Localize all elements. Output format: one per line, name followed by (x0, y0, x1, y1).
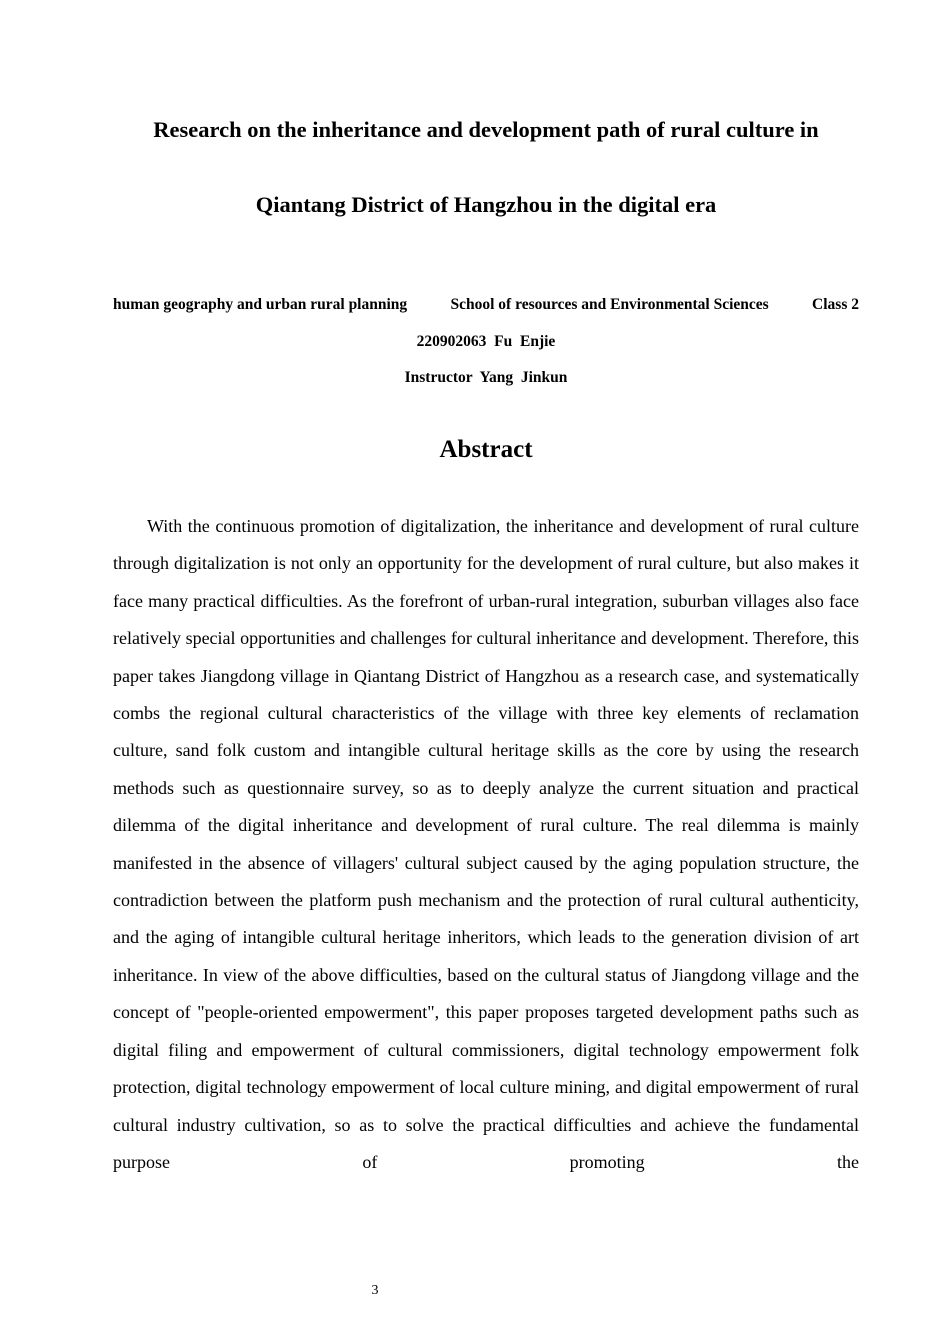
abstract-body: With the continuous promotion of digitalization, the inheritance and development of rural culture through digitalization is not only an opportunity for the development of rural culture, but also makes it face many practical difficulties. As the forefront of urban-rural integration, suburban villages also face relatively special opportunities and challenges for cultural inheritance and development. Therefore, this paper takes Jiangdong village in Qiantang District of Hangzhou as a research case, and systematically combs the regional cultural characteristics of the village with three key elements of reclamation culture, sand folk custom and intangible cultural heritage skills as the core by using the research methods such as questionnaire survey, so as to deeply analyze the current situation and practical dilemma of the digital inheritance and development of rural culture. The real dilemma is mainly manifested in the absence of villagers' cultural subject caused by the aging population structure, the contradiction between the platform push mechanism and the protection of rural cultural authenticity, and the aging of intangible cultural heritage inheritors, which leads to the generation division of art inheritance. In view of the above difficulties, based on the cultural status of Jiangdong village and the concept of "people-oriented empowerment", this paper proposes targeted development paths such as digital filing and empowerment of cultural commissioners, digital technology empowerment folk protection, digital technology empowerment of local culture mining, and digital empowerment of rural cultural industry cultivation, so as to solve the practical difficulties and achieve the fundamental purpose of promoting the (113, 516, 859, 1172)
title-line-2: Qiantang District of Hangzhou in the digital era (255, 192, 717, 217)
title-line-1: Research on the inheritance and development path of rural culture in (153, 117, 819, 142)
student-info: 220902063 Fu Enjie (416, 333, 556, 350)
school-label: School of resources and Environmental Sciences (450, 296, 769, 313)
class-label: Class 2 (812, 296, 859, 313)
paper-title (113, 92, 859, 242)
instructor-info: Instructor Yang Jinkun (404, 369, 568, 386)
abstract-heading: Abstract (439, 436, 533, 463)
author-affiliation (113, 295, 859, 315)
major-label: human geography and urban rural planning (113, 296, 408, 313)
page-number: 3 (371, 1283, 379, 1298)
